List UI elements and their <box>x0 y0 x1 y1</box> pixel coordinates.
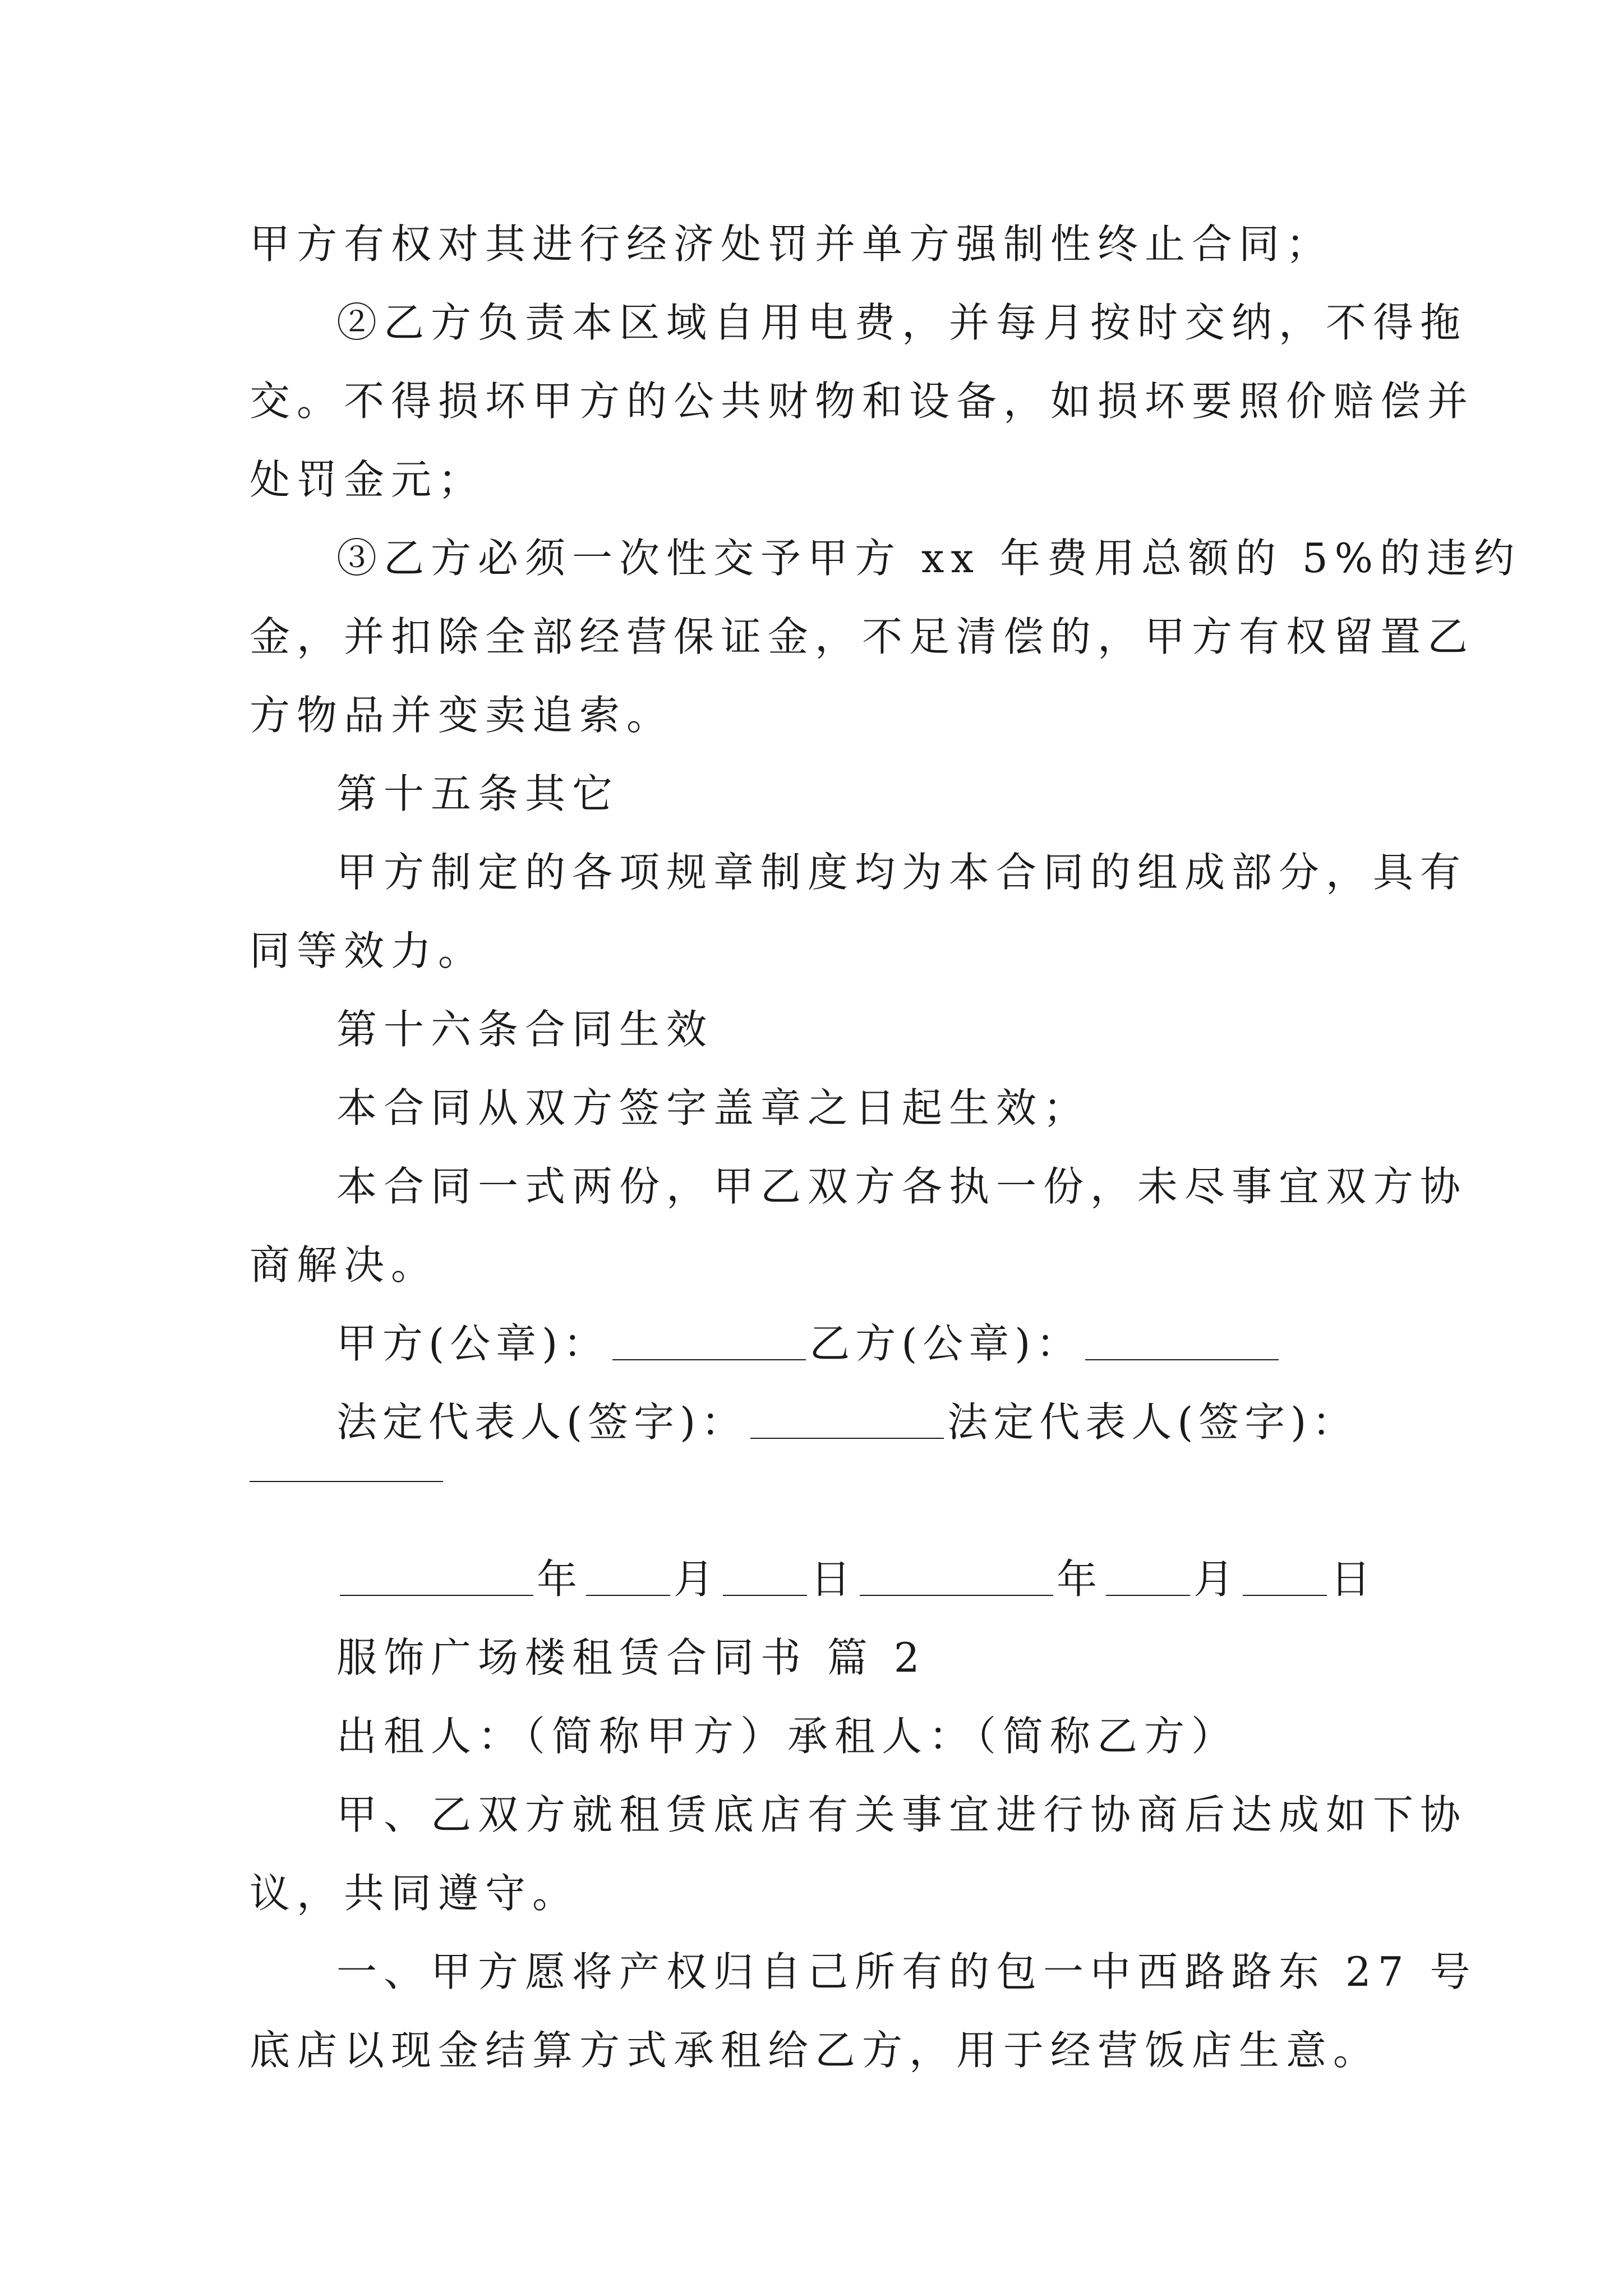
date-a-month-blank <box>586 1556 670 1596</box>
date-b-day-blank <box>1243 1556 1327 1596</box>
paragraph-line: ③乙方必须一次性交予甲方 xx 年费用总额的 5%的违约 <box>336 535 1521 582</box>
seal-row <box>336 1304 1282 1383</box>
paragraph-line: 本合同从双方签字盖章之日起生效； <box>336 1084 1091 1131</box>
paragraph-line: 本合同一式两份，甲乙双方各执一份，未尽事宜双方协 <box>336 1163 1468 1210</box>
paragraph-line: 处罚金元； <box>250 456 486 503</box>
party-a-seal-label: 甲方(公章)： <box>336 1320 610 1367</box>
date-b-day-label: 日 <box>1330 1556 1377 1603</box>
paragraph-line: 同等效力。 <box>250 927 486 974</box>
date-a-year-label: 年 <box>537 1556 583 1603</box>
date-b-year-label: 年 <box>1057 1556 1103 1603</box>
rep-b-label: 法定代表人(签字)： <box>947 1398 1358 1446</box>
paragraph-line: 一、甲方愿将产权归自己所有的包一中西路路东 27 号 <box>336 1948 1477 1995</box>
date-a-day-label: 日 <box>810 1556 857 1603</box>
representative-row <box>336 1383 1358 1461</box>
paragraph-line: 出租人：（简称甲方）承租人：（简称乙方） <box>336 1713 1239 1760</box>
section-heading: 第十六条合同生效 <box>336 1006 714 1053</box>
paragraph-line: 方物品并变卖追索。 <box>250 692 674 739</box>
paragraph-line: 商解决。 <box>250 1241 439 1289</box>
document-subtitle: 服饰广场楼租赁合同书 篇 2 <box>336 1634 926 1681</box>
date-a-day-blank <box>723 1556 807 1596</box>
rep-b-blank <box>250 1481 443 1482</box>
rep-a-label: 法定代表人(签字)： <box>336 1398 748 1446</box>
section-heading: 第十五条其它 <box>336 770 620 817</box>
paragraph-line: 交。不得损坏甲方的公共财物和设备，如损坏要照价赔偿并 <box>250 378 1475 425</box>
paragraph-line: 金，并扣除全部经营保证金，不足清偿的，甲方有权留置乙 <box>250 613 1475 660</box>
date-b-month-label: 月 <box>1193 1556 1240 1603</box>
party-a-seal-blank <box>612 1320 806 1360</box>
party-b-seal-blank <box>1085 1320 1279 1360</box>
date-b-year-blank <box>860 1556 1053 1596</box>
date-a-month-label: 月 <box>674 1556 720 1603</box>
paragraph-line: 甲、乙双方就租赁底店有关事宜进行协商后达成如下协 <box>336 1791 1468 1838</box>
paragraph-line: 甲方制定的各项规章制度均为本合同的组成部分，具有 <box>336 849 1468 896</box>
rep-a-blank <box>750 1398 944 1439</box>
paragraph-line: ②乙方负责本区域自用电费，并每月按时交纳，不得拖 <box>336 299 1468 346</box>
party-b-seal-label: 乙方(公章)： <box>809 1320 1082 1367</box>
paragraph-line: 底店以现金结算方式承租给乙方，用于经营饭店生意。 <box>250 2027 1381 2074</box>
paragraph-line: 议，共同遵守。 <box>250 1870 580 1917</box>
paragraph-line: 甲方有权对其进行经济处罚并单方强制性终止合同； <box>250 220 1334 268</box>
date-row <box>336 1540 1376 1618</box>
date-a-year-blank <box>340 1556 533 1596</box>
date-b-month-blank <box>1106 1556 1190 1596</box>
